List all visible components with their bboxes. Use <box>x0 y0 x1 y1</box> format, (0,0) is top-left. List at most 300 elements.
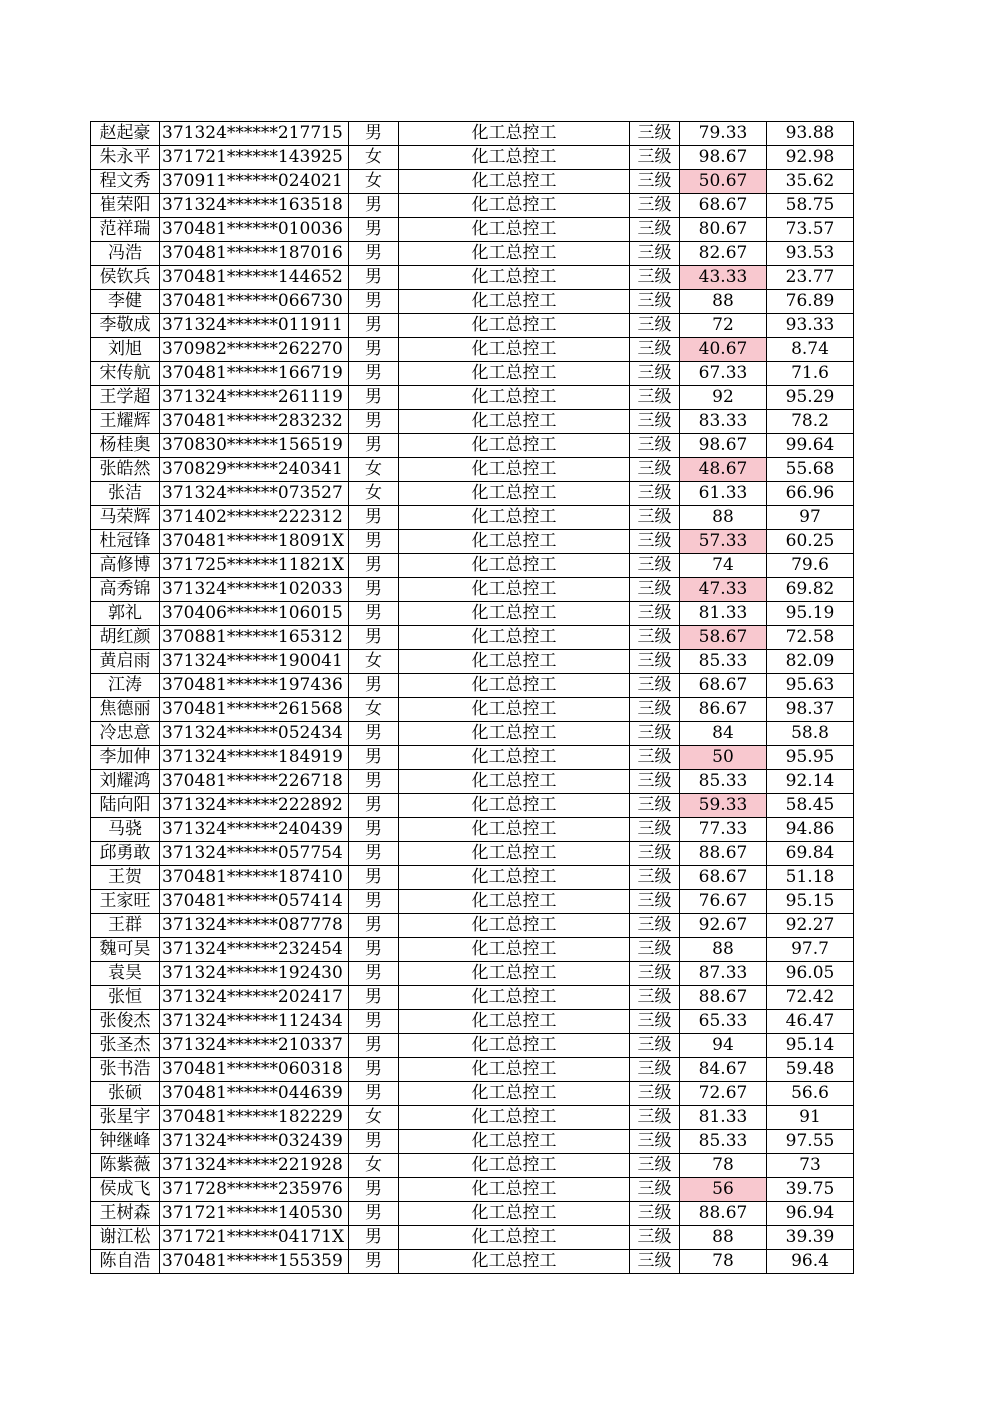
id-number-cell: 371324******222892 <box>160 794 349 818</box>
gender-cell: 男 <box>349 578 399 602</box>
theory-score-cell: 81.33 <box>680 602 767 626</box>
level-cell: 三级 <box>630 410 680 434</box>
name-cell: 袁昊 <box>91 962 160 986</box>
id-number-cell: 370982******262270 <box>160 338 349 362</box>
gender-cell: 男 <box>349 1226 399 1250</box>
gender-cell: 男 <box>349 410 399 434</box>
practical-score-cell: 59.48 <box>767 1058 854 1082</box>
practical-score-cell: 35.62 <box>767 170 854 194</box>
occupation-cell: 化工总控工 <box>399 290 630 314</box>
level-cell: 三级 <box>630 1226 680 1250</box>
name-cell: 马骁 <box>91 818 160 842</box>
level-cell: 三级 <box>630 914 680 938</box>
theory-score-cell: 85.33 <box>680 1130 767 1154</box>
practical-score-cell: 72.42 <box>767 986 854 1010</box>
occupation-cell: 化工总控工 <box>399 122 630 146</box>
id-number-cell: 370829******240341 <box>160 458 349 482</box>
gender-cell: 男 <box>349 434 399 458</box>
occupation-cell: 化工总控工 <box>399 938 630 962</box>
table-row <box>91 386 854 410</box>
gender-cell: 男 <box>349 266 399 290</box>
table-row <box>91 1178 854 1202</box>
table-row <box>91 722 854 746</box>
practical-score-cell: 8.74 <box>767 338 854 362</box>
table-row <box>91 794 854 818</box>
occupation-cell: 化工总控工 <box>399 1106 630 1130</box>
level-cell: 三级 <box>630 194 680 218</box>
name-cell: 陆向阳 <box>91 794 160 818</box>
level-cell: 三级 <box>630 578 680 602</box>
gender-cell: 女 <box>349 482 399 506</box>
name-cell: 马荣辉 <box>91 506 160 530</box>
theory-score-cell: 78 <box>680 1154 767 1178</box>
gender-cell: 男 <box>349 362 399 386</box>
practical-score-cell: 95.95 <box>767 746 854 770</box>
occupation-cell: 化工总控工 <box>399 914 630 938</box>
id-number-cell: 370481******187410 <box>160 866 349 890</box>
gender-cell: 女 <box>349 458 399 482</box>
practical-score-cell: 69.84 <box>767 842 854 866</box>
table-row <box>91 674 854 698</box>
practical-score-cell: 51.18 <box>767 866 854 890</box>
table-row <box>91 1082 854 1106</box>
practical-score-cell: 96.05 <box>767 962 854 986</box>
id-number-cell: 371324******011911 <box>160 314 349 338</box>
name-cell: 崔荣阳 <box>91 194 160 218</box>
theory-score-cell: 57.33 <box>680 530 767 554</box>
practical-score-cell: 94.86 <box>767 818 854 842</box>
occupation-cell: 化工总控工 <box>399 170 630 194</box>
table-row <box>91 1010 854 1034</box>
name-cell: 李敬成 <box>91 314 160 338</box>
name-cell: 江涛 <box>91 674 160 698</box>
practical-score-cell: 92.14 <box>767 770 854 794</box>
id-number-cell: 371324******102033 <box>160 578 349 602</box>
table-row <box>91 530 854 554</box>
theory-score-cell: 88.67 <box>680 986 767 1010</box>
occupation-cell: 化工总控工 <box>399 266 630 290</box>
name-cell: 王家旺 <box>91 890 160 914</box>
occupation-cell: 化工总控工 <box>399 986 630 1010</box>
gender-cell: 男 <box>349 386 399 410</box>
gender-cell: 男 <box>349 722 399 746</box>
theory-score-cell: 78 <box>680 1250 767 1274</box>
gender-cell: 男 <box>349 746 399 770</box>
gender-cell: 女 <box>349 698 399 722</box>
practical-score-cell: 55.68 <box>767 458 854 482</box>
id-number-cell: 371324******217715 <box>160 122 349 146</box>
level-cell: 三级 <box>630 362 680 386</box>
name-cell: 陈自浩 <box>91 1250 160 1274</box>
theory-score-cell: 82.67 <box>680 242 767 266</box>
practical-score-cell: 23.77 <box>767 266 854 290</box>
table-row <box>91 1058 854 1082</box>
level-cell: 三级 <box>630 242 680 266</box>
occupation-cell: 化工总控工 <box>399 578 630 602</box>
table-row <box>91 170 854 194</box>
level-cell: 三级 <box>630 962 680 986</box>
occupation-cell: 化工总控工 <box>399 770 630 794</box>
table-row <box>91 1202 854 1226</box>
practical-score-cell: 39.39 <box>767 1226 854 1250</box>
name-cell: 张洁 <box>91 482 160 506</box>
id-number-cell: 371324******232454 <box>160 938 349 962</box>
id-number-cell: 371728******235976 <box>160 1178 349 1202</box>
table-row <box>91 242 854 266</box>
table-row <box>91 986 854 1010</box>
name-cell: 侯成飞 <box>91 1178 160 1202</box>
gender-cell: 女 <box>349 170 399 194</box>
theory-score-cell: 83.33 <box>680 410 767 434</box>
table-row <box>91 362 854 386</box>
id-number-cell: 371324******032439 <box>160 1130 349 1154</box>
gender-cell: 男 <box>349 1250 399 1274</box>
occupation-cell: 化工总控工 <box>399 842 630 866</box>
level-cell: 三级 <box>630 434 680 458</box>
table-row <box>91 938 854 962</box>
id-number-cell: 371324******221928 <box>160 1154 349 1178</box>
gender-cell: 男 <box>349 242 399 266</box>
theory-score-cell: 85.33 <box>680 770 767 794</box>
table-row <box>91 314 854 338</box>
name-cell: 焦德丽 <box>91 698 160 722</box>
gender-cell: 女 <box>349 1154 399 1178</box>
practical-score-cell: 97 <box>767 506 854 530</box>
id-number-cell: 370481******18091X <box>160 530 349 554</box>
name-cell: 王群 <box>91 914 160 938</box>
practical-score-cell: 76.89 <box>767 290 854 314</box>
gender-cell: 男 <box>349 626 399 650</box>
name-cell: 高修博 <box>91 554 160 578</box>
practical-score-cell: 91 <box>767 1106 854 1130</box>
name-cell: 陈紫薇 <box>91 1154 160 1178</box>
occupation-cell: 化工总控工 <box>399 1130 630 1154</box>
level-cell: 三级 <box>630 602 680 626</box>
id-number-cell: 370481******057414 <box>160 890 349 914</box>
table-row <box>91 626 854 650</box>
occupation-cell: 化工总控工 <box>399 1058 630 1082</box>
occupation-cell: 化工总控工 <box>399 1010 630 1034</box>
theory-score-cell: 84.67 <box>680 1058 767 1082</box>
theory-score-cell: 76.67 <box>680 890 767 914</box>
theory-score-cell: 88 <box>680 938 767 962</box>
name-cell: 魏可昊 <box>91 938 160 962</box>
name-cell: 冯浩 <box>91 242 160 266</box>
table-row <box>91 266 854 290</box>
table-row <box>91 1250 854 1274</box>
occupation-cell: 化工总控工 <box>399 410 630 434</box>
occupation-cell: 化工总控工 <box>399 1178 630 1202</box>
occupation-cell: 化工总控工 <box>399 602 630 626</box>
occupation-cell: 化工总控工 <box>399 362 630 386</box>
level-cell: 三级 <box>630 1010 680 1034</box>
occupation-cell: 化工总控工 <box>399 314 630 338</box>
gender-cell: 男 <box>349 1010 399 1034</box>
occupation-cell: 化工总控工 <box>399 746 630 770</box>
name-cell: 张硕 <box>91 1082 160 1106</box>
theory-score-cell: 88 <box>680 506 767 530</box>
name-cell: 杨桂奥 <box>91 434 160 458</box>
occupation-cell: 化工总控工 <box>399 386 630 410</box>
gender-cell: 男 <box>349 962 399 986</box>
gender-cell: 男 <box>349 674 399 698</box>
id-number-cell: 371324******261119 <box>160 386 349 410</box>
practical-score-cell: 95.63 <box>767 674 854 698</box>
table-row <box>91 122 854 146</box>
occupation-cell: 化工总控工 <box>399 1226 630 1250</box>
level-cell: 三级 <box>630 722 680 746</box>
table-row <box>91 194 854 218</box>
level-cell: 三级 <box>630 530 680 554</box>
table-row <box>91 458 854 482</box>
table-row <box>91 746 854 770</box>
table-row <box>91 578 854 602</box>
gender-cell: 男 <box>349 1178 399 1202</box>
id-number-cell: 371324******112434 <box>160 1010 349 1034</box>
table-row <box>91 1034 854 1058</box>
id-number-cell: 370481******261568 <box>160 698 349 722</box>
table-row <box>91 602 854 626</box>
theory-score-cell: 88 <box>680 1226 767 1250</box>
theory-score-cell: 81.33 <box>680 1106 767 1130</box>
id-number-cell: 371324******240439 <box>160 818 349 842</box>
theory-score-cell: 92 <box>680 386 767 410</box>
level-cell: 三级 <box>630 1106 680 1130</box>
table-row <box>91 650 854 674</box>
id-number-cell: 371402******222312 <box>160 506 349 530</box>
name-cell: 王贺 <box>91 866 160 890</box>
occupation-cell: 化工总控工 <box>399 794 630 818</box>
name-cell: 宋传航 <box>91 362 160 386</box>
occupation-cell: 化工总控工 <box>399 146 630 170</box>
name-cell: 张恒 <box>91 986 160 1010</box>
id-number-cell: 370481******144652 <box>160 266 349 290</box>
practical-score-cell: 66.96 <box>767 482 854 506</box>
id-number-cell: 370406******106015 <box>160 602 349 626</box>
gender-cell: 女 <box>349 1106 399 1130</box>
theory-score-cell: 88.67 <box>680 842 767 866</box>
table-row <box>91 962 854 986</box>
id-number-cell: 370481******155359 <box>160 1250 349 1274</box>
name-cell: 邱勇敢 <box>91 842 160 866</box>
occupation-cell: 化工总控工 <box>399 722 630 746</box>
theory-score-cell: 98.67 <box>680 434 767 458</box>
practical-score-cell: 93.53 <box>767 242 854 266</box>
occupation-cell: 化工总控工 <box>399 194 630 218</box>
level-cell: 三级 <box>630 890 680 914</box>
name-cell: 张书浩 <box>91 1058 160 1082</box>
name-cell: 钟继峰 <box>91 1130 160 1154</box>
practical-score-cell: 73 <box>767 1154 854 1178</box>
occupation-cell: 化工总控工 <box>399 1154 630 1178</box>
theory-score-cell: 72.67 <box>680 1082 767 1106</box>
occupation-cell: 化工总控工 <box>399 650 630 674</box>
occupation-cell: 化工总控工 <box>399 674 630 698</box>
table-row <box>91 914 854 938</box>
practical-score-cell: 93.33 <box>767 314 854 338</box>
table-row <box>91 482 854 506</box>
theory-score-cell: 67.33 <box>680 362 767 386</box>
table-row <box>91 890 854 914</box>
level-cell: 三级 <box>630 458 680 482</box>
theory-score-cell: 98.67 <box>680 146 767 170</box>
gender-cell: 女 <box>349 146 399 170</box>
practical-score-cell: 58.45 <box>767 794 854 818</box>
theory-score-cell: 77.33 <box>680 818 767 842</box>
theory-score-cell: 47.33 <box>680 578 767 602</box>
occupation-cell: 化工总控工 <box>399 866 630 890</box>
id-number-cell: 370481******044639 <box>160 1082 349 1106</box>
occupation-cell: 化工总控工 <box>399 1250 630 1274</box>
table-row <box>91 842 854 866</box>
theory-score-cell: 50 <box>680 746 767 770</box>
theory-score-cell: 85.33 <box>680 650 767 674</box>
id-number-cell: 371324******210337 <box>160 1034 349 1058</box>
practical-score-cell: 95.14 <box>767 1034 854 1058</box>
id-number-cell: 371324******192430 <box>160 962 349 986</box>
occupation-cell: 化工总控工 <box>399 1082 630 1106</box>
level-cell: 三级 <box>630 746 680 770</box>
name-cell: 侯钦兵 <box>91 266 160 290</box>
level-cell: 三级 <box>630 770 680 794</box>
level-cell: 三级 <box>630 314 680 338</box>
theory-score-cell: 72 <box>680 314 767 338</box>
gender-cell: 男 <box>349 554 399 578</box>
practical-score-cell: 56.6 <box>767 1082 854 1106</box>
id-number-cell: 371721******143925 <box>160 146 349 170</box>
table-row <box>91 554 854 578</box>
level-cell: 三级 <box>630 842 680 866</box>
score-table-body <box>91 122 854 1274</box>
id-number-cell: 370881******165312 <box>160 626 349 650</box>
practical-score-cell: 69.82 <box>767 578 854 602</box>
table-row <box>91 818 854 842</box>
name-cell: 李加伸 <box>91 746 160 770</box>
gender-cell: 男 <box>349 314 399 338</box>
practical-score-cell: 92.98 <box>767 146 854 170</box>
id-number-cell: 370481******226718 <box>160 770 349 794</box>
gender-cell: 男 <box>349 770 399 794</box>
practical-score-cell: 96.94 <box>767 1202 854 1226</box>
name-cell: 黄启雨 <box>91 650 160 674</box>
practical-score-cell: 46.47 <box>767 1010 854 1034</box>
level-cell: 三级 <box>630 650 680 674</box>
name-cell: 高秀锦 <box>91 578 160 602</box>
theory-score-cell: 92.67 <box>680 914 767 938</box>
level-cell: 三级 <box>630 1178 680 1202</box>
theory-score-cell: 61.33 <box>680 482 767 506</box>
table-row <box>91 1226 854 1250</box>
table-row <box>91 866 854 890</box>
practical-score-cell: 98.37 <box>767 698 854 722</box>
gender-cell: 男 <box>349 1058 399 1082</box>
id-number-cell: 370481******060318 <box>160 1058 349 1082</box>
theory-score-cell: 74 <box>680 554 767 578</box>
level-cell: 三级 <box>630 506 680 530</box>
occupation-cell: 化工总控工 <box>399 1202 630 1226</box>
gender-cell: 男 <box>349 530 399 554</box>
theory-score-cell: 48.67 <box>680 458 767 482</box>
gender-cell: 男 <box>349 890 399 914</box>
occupation-cell: 化工总控工 <box>399 530 630 554</box>
occupation-cell: 化工总控工 <box>399 698 630 722</box>
practical-score-cell: 97.55 <box>767 1130 854 1154</box>
practical-score-cell: 58.75 <box>767 194 854 218</box>
gender-cell: 男 <box>349 1202 399 1226</box>
level-cell: 三级 <box>630 1202 680 1226</box>
gender-cell: 男 <box>349 986 399 1010</box>
level-cell: 三级 <box>630 290 680 314</box>
gender-cell: 男 <box>349 194 399 218</box>
gender-cell: 男 <box>349 338 399 362</box>
id-number-cell: 370481******010036 <box>160 218 349 242</box>
theory-score-cell: 59.33 <box>680 794 767 818</box>
name-cell: 李健 <box>91 290 160 314</box>
name-cell: 程文秀 <box>91 170 160 194</box>
theory-score-cell: 43.33 <box>680 266 767 290</box>
theory-score-cell: 65.33 <box>680 1010 767 1034</box>
gender-cell: 男 <box>349 914 399 938</box>
level-cell: 三级 <box>630 1034 680 1058</box>
theory-score-cell: 68.67 <box>680 866 767 890</box>
table-row <box>91 218 854 242</box>
practical-score-cell: 71.6 <box>767 362 854 386</box>
gender-cell: 男 <box>349 122 399 146</box>
id-number-cell: 370481******283232 <box>160 410 349 434</box>
level-cell: 三级 <box>630 1250 680 1274</box>
id-number-cell: 371324******190041 <box>160 650 349 674</box>
id-number-cell: 371324******163518 <box>160 194 349 218</box>
occupation-cell: 化工总控工 <box>399 626 630 650</box>
id-number-cell: 371324******057754 <box>160 842 349 866</box>
occupation-cell: 化工总控工 <box>399 242 630 266</box>
occupation-cell: 化工总控工 <box>399 962 630 986</box>
gender-cell: 男 <box>349 794 399 818</box>
practical-score-cell: 72.58 <box>767 626 854 650</box>
table-row <box>91 146 854 170</box>
theory-score-cell: 87.33 <box>680 962 767 986</box>
gender-cell: 女 <box>349 650 399 674</box>
name-cell: 王耀辉 <box>91 410 160 434</box>
level-cell: 三级 <box>630 386 680 410</box>
table-row <box>91 290 854 314</box>
name-cell: 谢江松 <box>91 1226 160 1250</box>
gender-cell: 男 <box>349 1082 399 1106</box>
name-cell: 胡红颜 <box>91 626 160 650</box>
id-number-cell: 371324******052434 <box>160 722 349 746</box>
id-number-cell: 370481******197436 <box>160 674 349 698</box>
score-table <box>90 121 854 1274</box>
practical-score-cell: 96.4 <box>767 1250 854 1274</box>
level-cell: 三级 <box>630 986 680 1010</box>
gender-cell: 男 <box>349 218 399 242</box>
gender-cell: 男 <box>349 506 399 530</box>
level-cell: 三级 <box>630 170 680 194</box>
theory-score-cell: 58.67 <box>680 626 767 650</box>
practical-score-cell: 93.88 <box>767 122 854 146</box>
id-number-cell: 371725******11821X <box>160 554 349 578</box>
name-cell: 张俊杰 <box>91 1010 160 1034</box>
id-number-cell: 371721******140530 <box>160 1202 349 1226</box>
practical-score-cell: 92.27 <box>767 914 854 938</box>
name-cell: 冷忠意 <box>91 722 160 746</box>
id-number-cell: 371324******073527 <box>160 482 349 506</box>
id-number-cell: 371324******202417 <box>160 986 349 1010</box>
table-row <box>91 1154 854 1178</box>
theory-score-cell: 56 <box>680 1178 767 1202</box>
practical-score-cell: 95.29 <box>767 386 854 410</box>
table-row <box>91 410 854 434</box>
